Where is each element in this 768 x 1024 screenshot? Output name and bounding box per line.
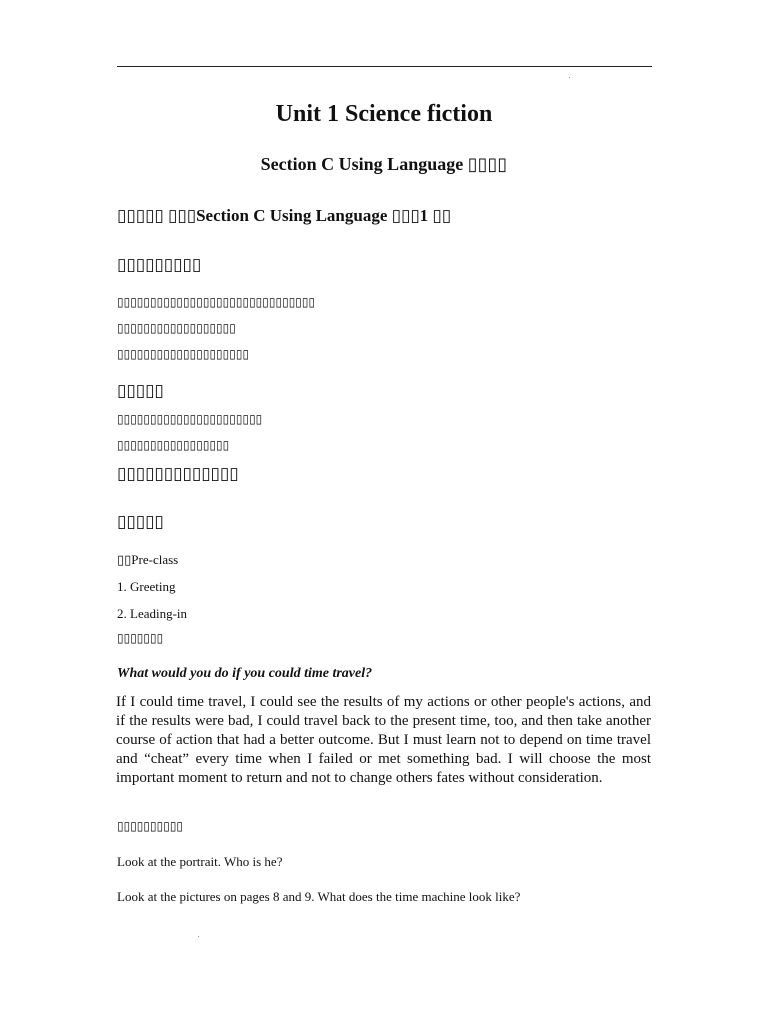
- key-point-item: ▯▯▯▯▯▯▯▯▯▯▯▯▯▯▯▯▯▯▯▯▯▯: [117, 412, 263, 426]
- pictures-question: Look at the pictures on pages 8 and 9. What does the time machine look like?: [117, 889, 521, 904]
- process-heading: ▯▯▯▯▯: [117, 512, 164, 531]
- document-title: Unit 1 Science fiction: [275, 101, 493, 127]
- method-heading: ▯▯▯▯▯▯▯▯▯▯▯▯▯: [117, 464, 239, 483]
- discussion-question: What would you do if you could time travel?: [117, 666, 373, 681]
- page-speck: [198, 936, 199, 937]
- section-subtitle: Section C Using Language ▯▯▯▯: [260, 154, 508, 174]
- page-speck: [569, 77, 570, 78]
- observe-label: ▯▯▯▯▯▯▯▯▯▯: [117, 819, 184, 833]
- pre-class-label: ▯▯Pre-class: [117, 552, 179, 567]
- leading-in-step: 2. Leading-in: [117, 606, 188, 621]
- portrait-question: Look at the portrait. Who is he?: [117, 854, 283, 869]
- key-points-heading: ▯▯▯▯▯: [117, 381, 164, 400]
- discussion-label: ▯▯▯▯▯▯▯: [117, 631, 164, 645]
- greeting-step: 1. Greeting: [117, 579, 176, 594]
- objectives-heading: ▯▯▯▯▯▯▯▯▯: [117, 255, 202, 274]
- sample-answer-paragraph: If I could time travel, I could see the results of my actions or other people's actions, and if the results were bad, I could travel back to the present time, too, and then take another course of action that had a better outcome. But I must learn not to depend on time travel and “cheat” every time when I failed or met something bad. I will choose the most important moment to return and not to change others fates without consideration.: [116, 694, 651, 786]
- lesson-info-line: ▯▯▯▯▯ ▯▯▯Section C Using Language ▯▯▯1 ▯▯: [117, 206, 452, 225]
- key-point-item: ▯▯▯▯▯▯▯▯▯▯▯▯▯▯▯▯▯: [117, 438, 230, 452]
- objective-item: ▯▯▯▯▯▯▯▯▯▯▯▯▯▯▯▯▯▯▯▯: [117, 347, 250, 361]
- header-rule: [117, 66, 652, 67]
- objective-item: ▯▯▯▯▯▯▯▯▯▯▯▯▯▯▯▯▯▯▯▯▯▯▯▯▯▯▯▯▯▯: [117, 295, 316, 309]
- objective-item: ▯▯▯▯▯▯▯▯▯▯▯▯▯▯▯▯▯▯: [117, 321, 236, 335]
